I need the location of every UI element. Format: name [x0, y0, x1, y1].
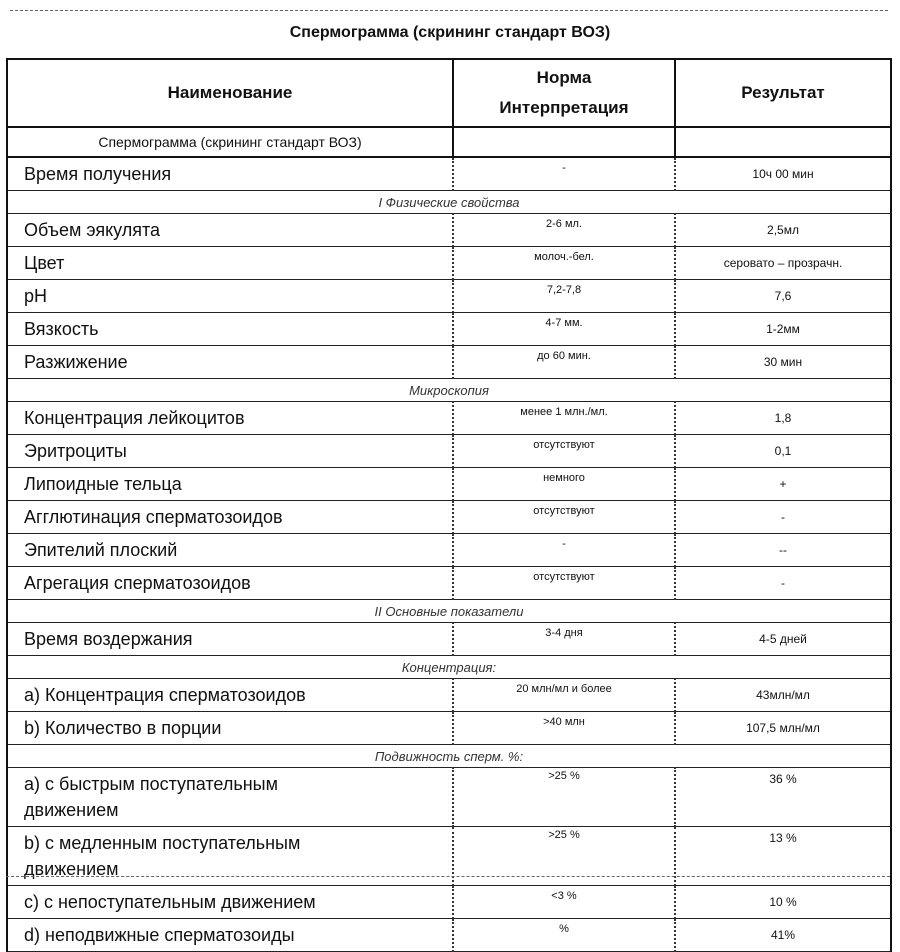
row-norm: отсутствуют — [453, 435, 675, 468]
table-row — [7, 468, 891, 501]
row-norm: >25 % — [453, 768, 675, 827]
table-row — [7, 534, 891, 567]
section-row — [7, 745, 891, 768]
row-name-line1: b) с медленным поступательным — [24, 833, 301, 853]
row-name-line1: а) с быстрым поступательным — [24, 774, 278, 794]
row-name: Эритроциты — [7, 435, 453, 468]
header-name: Наименование — [7, 59, 453, 127]
subheader-empty-result — [675, 127, 891, 157]
table-header-row — [7, 59, 891, 127]
row-name: Агрегация сперматозоидов — [7, 567, 453, 600]
row-result: 30 мин — [675, 346, 891, 379]
table-row — [7, 679, 891, 712]
table-row — [7, 157, 891, 191]
document-title: Спермограмма (скрининг стандарт ВОЗ) — [289, 24, 611, 41]
table-row — [7, 280, 891, 313]
table-row — [7, 435, 891, 468]
row-result: - — [675, 567, 891, 600]
row-norm: менее 1 млн./мл. — [453, 402, 675, 435]
row-result: + — [675, 468, 891, 501]
bottom-dashed-divider — [6, 876, 890, 877]
row-norm: <3 % — [453, 886, 675, 919]
header-result: Результат — [675, 59, 891, 127]
header-norm-line2: Интерпретация — [499, 98, 629, 117]
row-result: 2,5мл — [675, 214, 891, 247]
row-name: Время воздержания — [7, 623, 453, 656]
row-name: Эпителий плоский — [7, 534, 453, 567]
row-result: 43млн/мл — [675, 679, 891, 712]
row-norm: - — [453, 157, 675, 191]
section-label: II Основные показатели — [7, 600, 891, 623]
row-name: с) с непоступательным движением — [7, 886, 453, 919]
table-row — [7, 712, 891, 745]
row-name: b) Количество в порции — [7, 712, 453, 745]
section-row — [7, 656, 891, 679]
section-label: Подвижность сперм. %: — [7, 745, 891, 768]
row-name: рН — [7, 280, 453, 313]
row-result: 13 % — [675, 827, 891, 886]
row-result: 0,1 — [675, 435, 891, 468]
row-norm: >25 % — [453, 827, 675, 886]
row-norm: 3-4 дня — [453, 623, 675, 656]
row-result: серовато – прозрачн. — [675, 247, 891, 280]
row-name — [7, 768, 453, 827]
row-norm: 4-7 мм. — [453, 313, 675, 346]
row-result: 10ч 00 мин — [675, 157, 891, 191]
table-row — [7, 247, 891, 280]
row-name: Липоидные тельца — [7, 468, 453, 501]
row-norm: - — [453, 534, 675, 567]
row-norm: отсутствуют — [453, 501, 675, 534]
row-norm: 20 млн/мл и более — [453, 679, 675, 712]
row-result: 107,5 млн/мл — [675, 712, 891, 745]
row-name-line2: движением — [24, 800, 119, 820]
row-name: Концентрация лейкоцитов — [7, 402, 453, 435]
row-result: 10 % — [675, 886, 891, 919]
row-result: - — [675, 501, 891, 534]
table-row — [7, 346, 891, 379]
row-result: 41% — [675, 919, 891, 952]
top-dashed-divider — [10, 10, 888, 11]
row-name: Цвет — [7, 247, 453, 280]
row-name-line2: движением — [24, 859, 119, 879]
table-row — [7, 501, 891, 534]
row-norm: молоч.-бел. — [453, 247, 675, 280]
row-norm: отсутствуют — [453, 567, 675, 600]
row-norm: >40 млн — [453, 712, 675, 745]
row-result: 36 % — [675, 768, 891, 827]
table-row — [7, 402, 891, 435]
row-result: 1-2мм — [675, 313, 891, 346]
section-label: I Физические свойства — [7, 191, 891, 214]
table-row — [7, 214, 891, 247]
table-row — [7, 768, 891, 827]
table-subheader-row — [7, 127, 891, 157]
table-row — [7, 919, 891, 952]
header-norm-line1: Норма — [536, 68, 592, 87]
row-name: Агглютинация сперматозоидов — [7, 501, 453, 534]
row-norm: 7,2-7,8 — [453, 280, 675, 313]
table-row — [7, 886, 891, 919]
table-row — [7, 313, 891, 346]
row-result: -- — [675, 534, 891, 567]
section-row — [7, 191, 891, 214]
row-norm: 2-6 мл. — [453, 214, 675, 247]
row-norm: % — [453, 919, 675, 952]
header-norm — [453, 59, 675, 127]
table-row — [7, 623, 891, 656]
subheader-label: Спермограмма (скрининг стандарт ВОЗ) — [7, 127, 453, 157]
spermogram-table — [6, 58, 892, 952]
row-name: Объем эякулята — [7, 214, 453, 247]
section-label: Концентрация: — [7, 656, 891, 679]
row-result: 4-5 дней — [675, 623, 891, 656]
row-name: Время получения — [7, 157, 453, 191]
row-name: Разжижение — [7, 346, 453, 379]
section-row — [7, 379, 891, 402]
table-row — [7, 567, 891, 600]
row-norm: немного — [453, 468, 675, 501]
subheader-empty-norm — [453, 127, 675, 157]
row-result: 7,6 — [675, 280, 891, 313]
row-name: Вязкость — [7, 313, 453, 346]
row-norm: до 60 мин. — [453, 346, 675, 379]
row-result: 1,8 — [675, 402, 891, 435]
section-label: Микроскопия — [7, 379, 891, 402]
row-name: а) Концентрация сперматозоидов — [7, 679, 453, 712]
row-name: d) неподвижные сперматозоиды — [7, 919, 453, 952]
section-row — [7, 600, 891, 623]
